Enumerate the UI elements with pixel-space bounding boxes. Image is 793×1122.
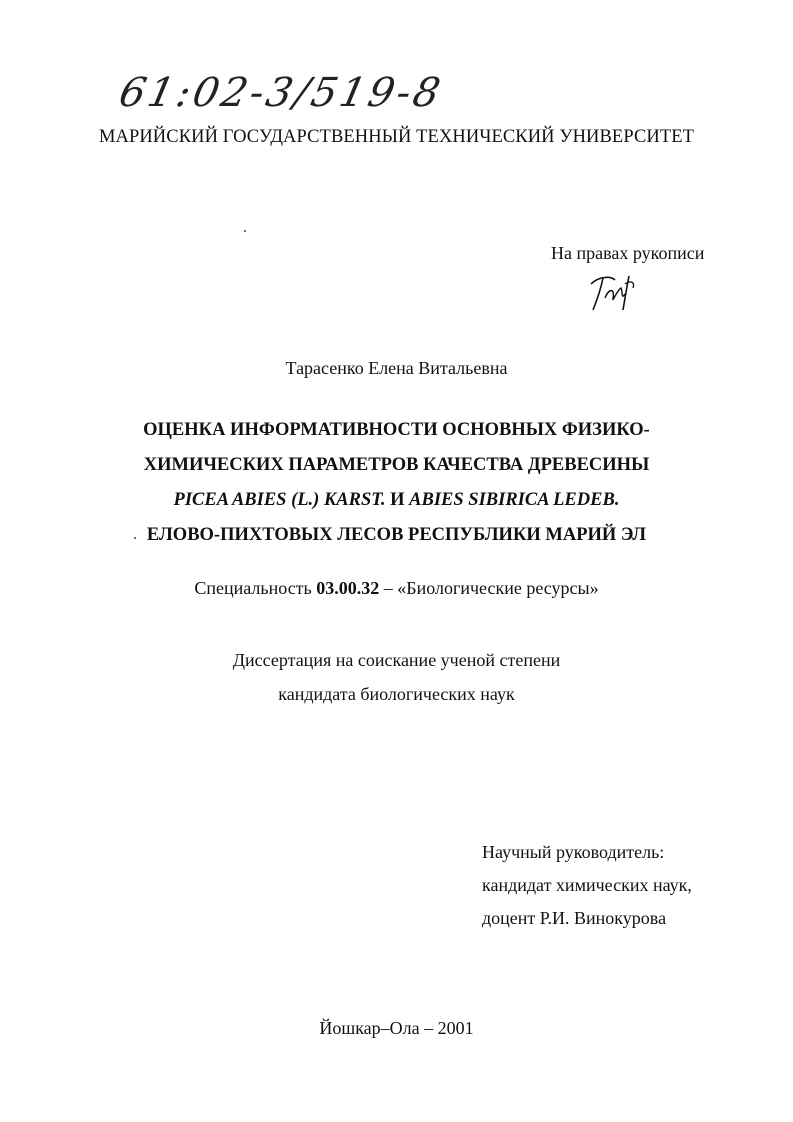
author-name: Тарасенко Елена Витальевна	[285, 358, 508, 378]
scan-speck	[134, 537, 136, 539]
degree-line-1: Диссертация на соискание ученой степени	[232, 650, 561, 670]
specialty-name: – «Биологические ресурсы»	[379, 578, 599, 598]
dissertation-title	[0, 413, 793, 553]
species-abies: ABIES SIBIRICA LEDEB.	[409, 490, 620, 510]
species-picea: PICEA ABIES (L.) KARST.	[173, 490, 386, 510]
degree-statement	[0, 643, 793, 711]
city-year: Йошкар–Ола – 2001	[319, 1018, 474, 1038]
specialty-prefix: Специальность	[194, 578, 317, 598]
supervisor-line-1: Научный руководитель:	[482, 842, 665, 862]
supervisor-block	[482, 836, 692, 935]
supervisor-line-3: доцент Р.И. Винокурова	[482, 908, 667, 928]
university-name: МАРИЙСКИЙ ГОСУДАРСТВЕННЫЙ ТЕХНИЧЕСКИЙ УНИВЕРСИТЕТ	[98, 127, 695, 147]
manuscript-note: На правах рукописи	[551, 243, 705, 263]
title-conjunction: И	[385, 490, 410, 510]
signature-icon	[585, 270, 645, 314]
title-line-2: ХИМИЧЕСКИХ ПАРАМЕТРОВ КАЧЕСТВА ДРЕВЕСИНЫ	[143, 455, 650, 475]
specialty	[0, 578, 793, 599]
scan-speck	[244, 230, 246, 232]
handwritten-catalog-number: 61:02-3/519-8	[115, 70, 447, 116]
specialty-code: 03.00.32	[316, 578, 380, 598]
title-line-3	[0, 483, 793, 518]
title-line-4: ЕЛОВО-ПИХТОВЫХ ЛЕСОВ РЕСПУБЛИКИ МАРИЙ ЭЛ	[146, 525, 647, 545]
title-line-1: ОЦЕНКА ИНФОРМАТИВНОСТИ ОСНОВНЫХ ФИЗИКО-	[143, 420, 650, 440]
degree-line-2: кандидата биологических наук	[278, 684, 515, 704]
supervisor-line-2: кандидат химических наук,	[482, 875, 692, 895]
